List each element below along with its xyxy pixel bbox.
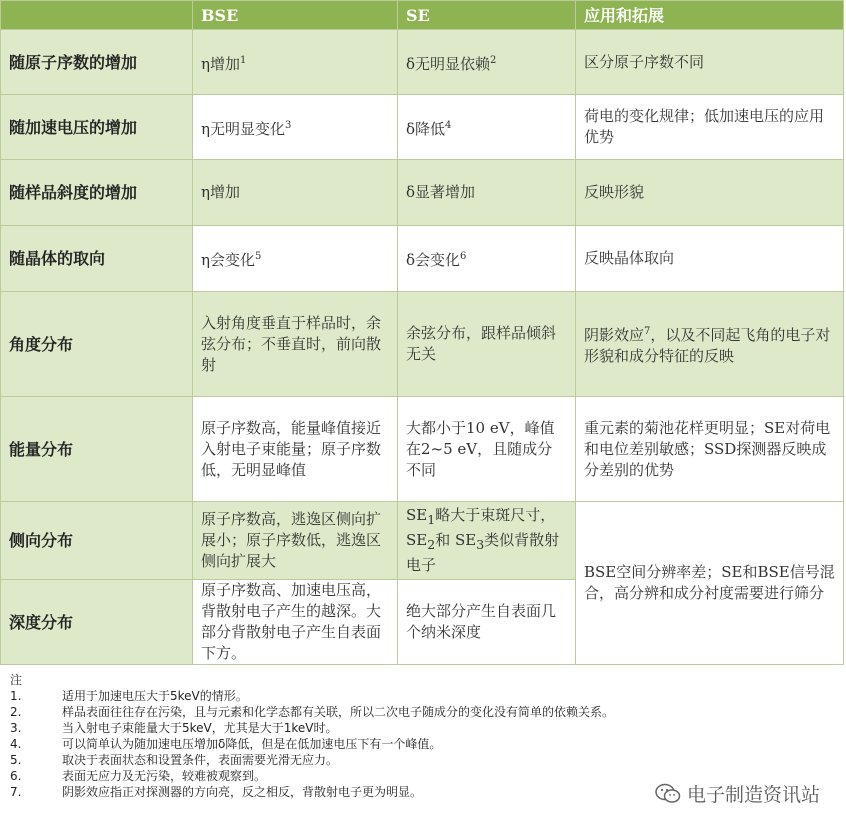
se-cell: 大都小于10 eV，峰值在2~5 eV，且随成分不同 [398,397,576,502]
app-cell: 区分原子序数不同 [576,30,844,95]
se-cell: δ显著增加 [398,160,576,226]
header-row [1,1,844,30]
table-row [1,292,844,397]
se-cell: 绝大部分产生自表面几个纳米深度 [398,580,576,665]
header-cell-empty [1,1,193,30]
note-item: 6. 表面无应力及无污染，较难被观察到。 [10,769,267,783]
watermark-text: 电子制造资讯站 [686,784,820,806]
se-cell: $SE_1$略大于束斑尺寸，$SE_2$和 $SE_3$类似背散射电子 [398,502,576,580]
bse-cell: η增加 [193,160,398,226]
row-header: 随晶体的取向 [1,226,193,292]
note-item: 7. 阴影效应指正对探测器的方向亮，反之相反，背散射电子更为明显。 [10,785,423,799]
table-row [1,30,844,95]
bse-cell: η无明显变化$^3$ [193,95,398,160]
bse-cell: η会变化$^5$ [193,226,398,292]
bse-cell: 原子序数高，逃逸区侧向扩展小；原子序数低，逃逸区侧向扩展大 [193,502,398,580]
header-cell-se: SE [398,1,576,30]
se-cell: 余弦分布，跟样品倾斜无关 [398,292,576,397]
app-cell: BSE空间分辨率差；SE和BSE信号混合，高分辨和成分衬度需要进行筛分 [576,502,844,665]
notes-title: 注 [10,673,23,687]
table-row [1,502,844,580]
app-cell: 反映形貌 [576,160,844,226]
watermark [655,780,820,807]
row-header: 随原子序数的增加 [1,30,193,95]
row-header: 随样品斜度的增加 [1,160,193,226]
bse-cell: η增加$^1$ [193,30,398,95]
app-cell: 反映晶体取向 [576,226,844,292]
note-item: 5. 取决于表面状态和设置条件，表面需要光滑无应力。 [10,753,339,767]
row-header: 角度分布 [1,292,193,397]
wechat-icon [655,783,681,805]
bse-cell: 入射角度垂直于样品时，余弦分布；不垂直时，前向散射 [193,292,398,397]
se-cell: δ无明显依赖$^2$ [398,30,576,95]
bse-cell: 原子序数高、加速电压高，背散射电子产生的越深。大部分背散射电子产生自表面下方。 [193,580,398,665]
se-cell: δ降低$^4$ [398,95,576,160]
row-header: 深度分布 [1,580,193,665]
app-cell: 阴影效应$^7$，以及不同起飞角的电子对形貌和成分特征的反映 [576,292,844,397]
bse-cell: 原子序数高，能量峰值接近入射电子束能量；原子序数低，无明显峰值 [193,397,398,502]
app-cell: 荷电的变化规律；低加速电压的应用优势 [576,95,844,160]
table-row [1,160,844,226]
header-cell-application: 应用和拓展 [576,1,844,30]
row-header: 侧向分布 [1,502,193,580]
note-item: 1. 适用于加速电压大于5keV的情形。 [10,689,248,703]
row-header: 能量分布 [1,397,193,502]
se-cell: δ会变化$^6$ [398,226,576,292]
table-row [1,226,844,292]
header-cell-bse: BSE [193,1,398,30]
table-row [1,397,844,502]
app-cell: 重元素的菊池花样更明显；SE对荷电和电位差别敏感；SSD探测器反映成分差别的优势 [576,397,844,502]
row-header: 随加速电压的增加 [1,95,193,160]
table-row [1,95,844,160]
note-item: 3. 当入射电子束能量大于5keV，尤其是大于1keV时。 [10,721,338,735]
note-item: 2. 样品表面往往存在污染，且与元素和化学态都有关联，所以二次电子随成分的变化没有简单的依赖关系。 [10,705,615,719]
note-item: 4. 可以简单认为随加速电压增加δ降低，但是在低加速电压下有一个峰值。 [10,737,442,751]
